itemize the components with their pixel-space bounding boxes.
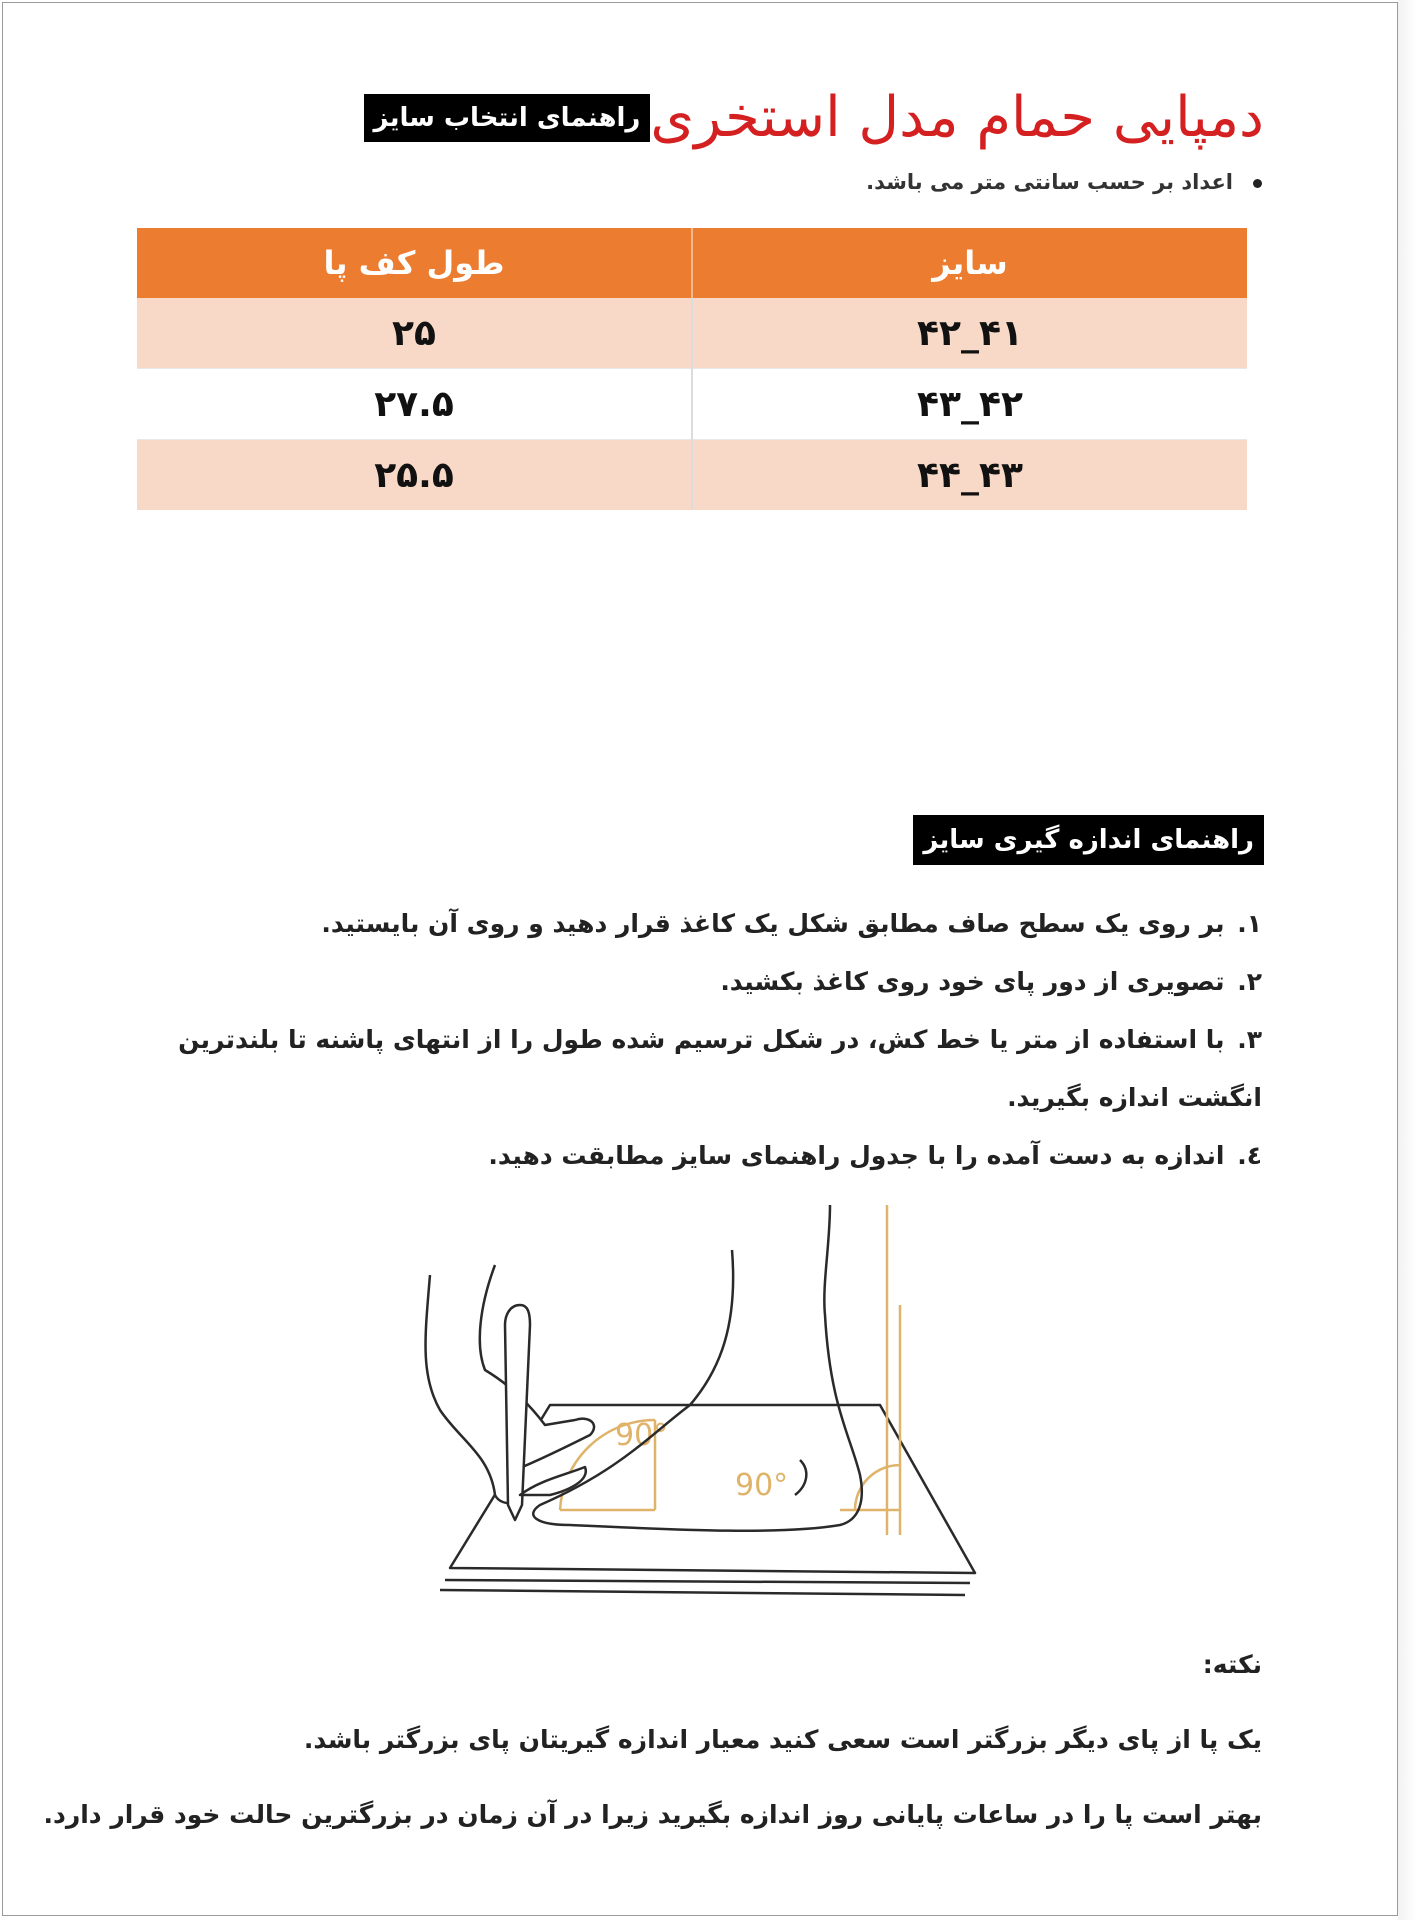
note-line: یک پا از پای دیگر بزرگتر است سعی کنید معیار اندازه گیریتان پای بزرگتر باشد. [303,1725,1262,1754]
table-row [137,440,1247,511]
measure-guide-label: راهنمای اندازه گیری سایز [913,815,1264,865]
product-title: دمپایی حمام مدل استخری [650,85,1264,150]
measure-steps [122,895,1262,1185]
units-note [866,170,1262,194]
list-item: ٤. اندازه به دست آمده را با جدول راهنمای سایز مطابقت دهید. [488,1141,1262,1170]
list-item: ۱. بر روی یک سطح صاف مطابق شکل یک کاغذ قرار دهید و روی آن بایستید. [321,909,1262,938]
cell-length: ۲۵ [137,298,692,369]
hand-with-pen-icon [426,1265,594,1520]
column-header-size: سایز [692,228,1247,298]
table-row [137,369,1247,440]
cell-size: ۴۱_۴۲ [692,298,1247,369]
size-table [137,228,1247,510]
cell-size: ۴۳_۴۴ [692,440,1247,511]
cell-length: ۲۵.۵ [137,440,692,511]
foot-measure-illustration [420,1205,1020,1635]
title-row [364,85,1264,150]
note-label: نکته: [1202,1650,1262,1679]
window-edge [1398,0,1417,1920]
note-line: بهتر است پا را در ساعات پایانی روز اندازه بگیرید زیرا در آن زمان در بزرگترین حالت خود قرار دارد. [43,1800,1262,1829]
list-item: ۲. تصویری از دور پای خود روی کاغذ بکشید. [720,967,1262,996]
angle-label: 90° [735,1468,789,1503]
table-header-row [137,228,1247,298]
list-item: ۳. با استفاده از متر یا خط کش، در شکل ترسیم شده طول را از انتهای پاشنه تا بلندترین انگشت اندازه بگیرید. [178,1025,1262,1112]
table-row [137,298,1247,369]
cell-length: ۲۷.۵ [137,369,692,440]
angle-label: 90° [615,1418,669,1453]
column-header-length: طول کف پا [137,228,692,298]
bullet-icon [1253,179,1262,188]
size-guide-label: راهنمای انتخاب سایز [364,94,651,142]
units-note-text: اعداد بر حسب سانتی متر می باشد. [866,170,1233,194]
cell-size: ۴۲_۴۳ [692,369,1247,440]
